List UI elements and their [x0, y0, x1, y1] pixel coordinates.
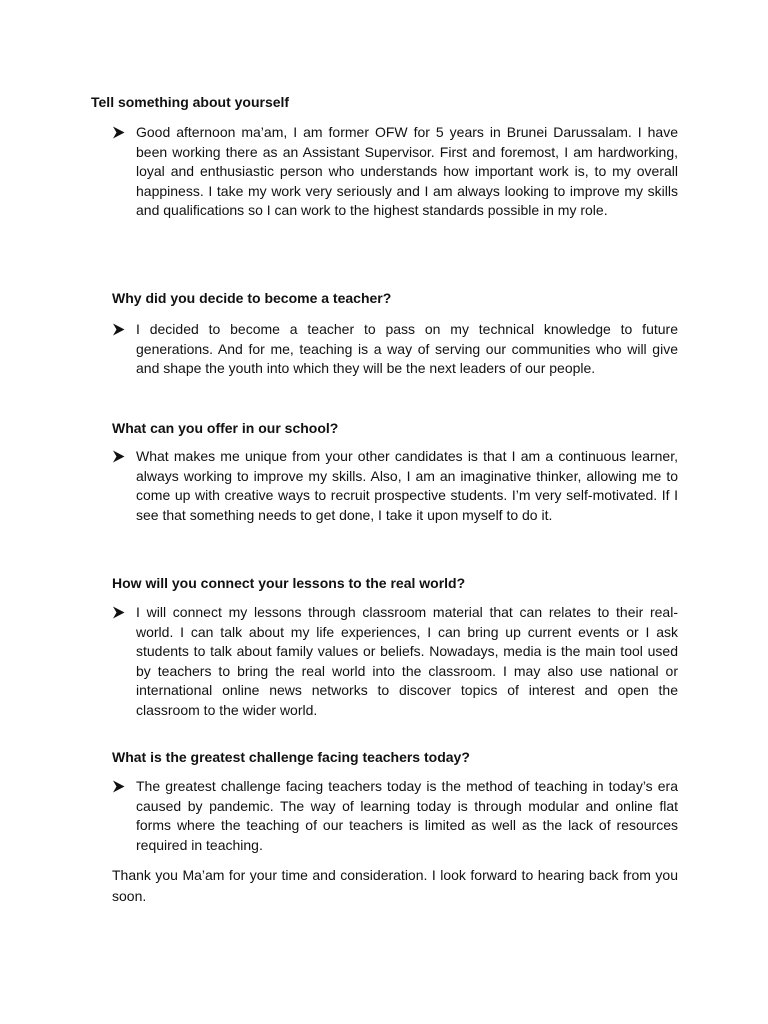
question-heading: Tell something about yourself [91, 94, 290, 110]
answer-text: I decided to become a teacher to pass on my technical knowledge to future generations. And for me, teaching is a way of serving our communities who will give and shape the youth into which they will be the next leaders of our people. [136, 321, 678, 376]
question-heading: What can you offer in our school? [112, 420, 339, 436]
answer-text: The greatest challenge facing teachers today is the method of teaching in today’s era caused by pandemic. The way of learning today is through modular and online flat forms where the teaching of our teachers is limited as well as the lack of resources required in teaching. [136, 778, 678, 853]
answer-text: Good afternoon ma’am, I am former OFW for 5 years in Brunei Darussalam. I have been working there as an Assistant Supervisor. First and foremost, I am hardworking, loyal and enthusiastic person who understands how important work is, to my overall happiness. I take my work very seriously and I am always looking to improve my skills and qualifications so I can work to the highest standards possible in my role. [136, 124, 678, 218]
answer-text: I will connect my lessons through classroom material that can relates to their real-world. I can talk about my life experiences, I can bring up current events or I ask students to talk about family values or beliefs. Nowadays, media is the main tool used by teachers to bring the real world into the classroom. I may also use national or international online news networks to discover topics of interest and open the classroom to the wider world. [136, 604, 678, 718]
answer-item [112, 603, 678, 720]
question-heading: Why did you decide to become a teacher? [112, 290, 392, 306]
answer-item [112, 447, 678, 525]
question-heading: What is the greatest challenge facing teachers today? [112, 749, 470, 765]
closing-paragraph: Thank you Ma’am for your time and consideration. I look forward to hearing back from you soon. [112, 867, 678, 904]
answer-item [112, 777, 678, 855]
question-heading: How will you connect your lessons to the real world? [112, 575, 466, 591]
arrowhead-bullet-icon [112, 606, 125, 619]
arrowhead-bullet-icon [112, 126, 125, 139]
arrowhead-bullet-icon [112, 450, 125, 463]
answer-item [112, 320, 678, 379]
arrowhead-bullet-icon [112, 780, 125, 793]
answer-text: What makes me unique from your other candidates is that I am a continuous learner, always working to improve my skills. Also, I am an imaginative thinker, allowing me to come up with creative ways to recruit prospective students. I’m very self-motivated. If I see that something needs to get done, I take it upon myself to do it. [136, 448, 678, 523]
answer-item [112, 123, 678, 221]
arrowhead-bullet-icon [112, 323, 125, 336]
